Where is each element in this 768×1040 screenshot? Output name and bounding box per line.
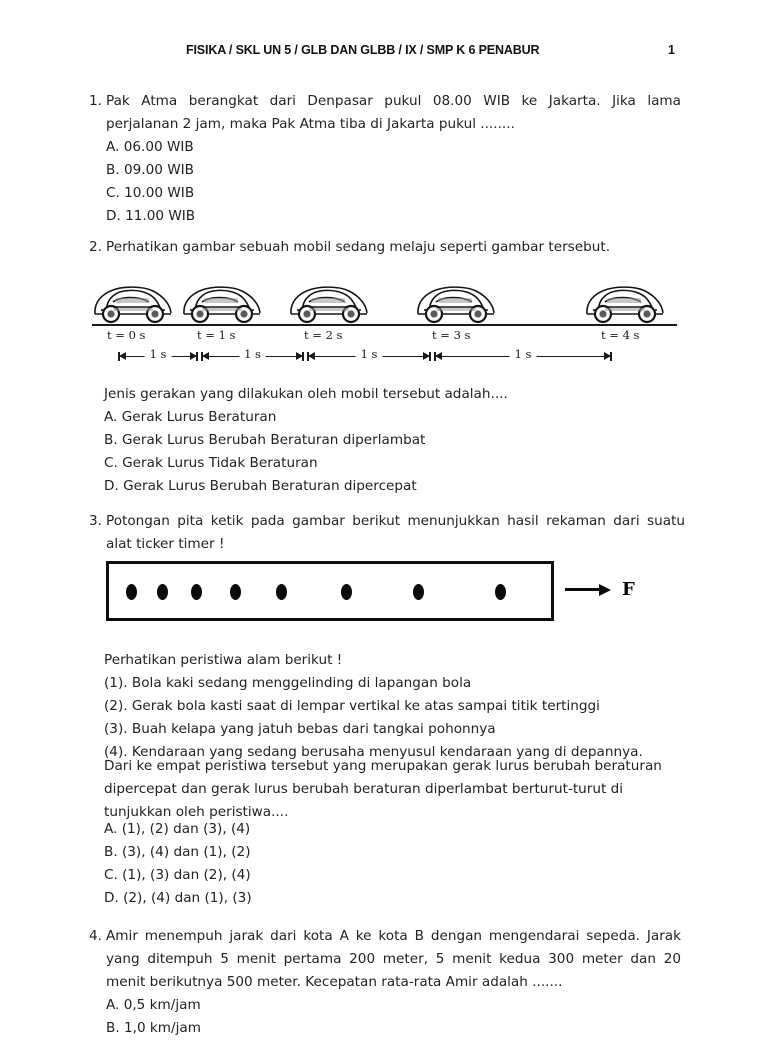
question-3-stem-line-2: alat ticker timer !: [106, 536, 225, 552]
question-1-option-a[interactable]: A. 06.00 WIB: [106, 139, 194, 155]
force-arrow-icon: [565, 583, 617, 597]
question-2-option-d[interactable]: D. Gerak Lurus Berubah Beraturan dipercepat: [104, 478, 417, 494]
question-4-stem-line-2: yang ditempuh 5 menit pertama 200 meter, 5 menit kedua 300 meter dan 20: [106, 951, 681, 967]
interval-arrow-left-icon: [202, 352, 209, 360]
time-label-t3: t = 3 s: [432, 328, 471, 342]
car-motion-figure: [91, 262, 678, 368]
question-3-stem: [89, 510, 685, 556]
question-1-stem-line-2: perjalanan 2 jam, maka Pak Atma tiba di Jakarta pukul ........: [106, 116, 515, 132]
question-3-intro: Perhatikan peristiwa alam berikut !: [104, 652, 343, 668]
question-1-stem-text-1: Pak Atma berangkat dari Denpasar pukul 08.00 WIB ke Jakarta. Jika lama: [106, 93, 681, 109]
question-2-number: 2.: [89, 239, 102, 255]
question-1-options: [89, 136, 681, 228]
car-icon-t3: [414, 280, 498, 326]
question-3-event-3: (3). Buah kelapa yang jatuh bebas dari tangkai pohonnya: [104, 721, 496, 737]
car-icon-t4: [583, 280, 667, 326]
question-3-option-d[interactable]: D. (2), (4) dan (1), (3): [104, 890, 252, 906]
question-3-event-2: (2). Gerak bola kasti saat di lempar vertikal ke atas sampai titik tertinggi: [104, 698, 600, 714]
interval-arrow-left-icon: [435, 352, 442, 360]
ticker-dot: [157, 584, 168, 600]
page-header: [0, 43, 768, 65]
question-3-option-b[interactable]: B. (3), (4) dan (1), (2): [104, 844, 251, 860]
interval-marker-4: [434, 347, 612, 364]
ticker-dot: [495, 584, 506, 600]
question-4-options: [89, 994, 681, 1040]
question-3-para-line-3: tunjukkan oleh peristiwa....: [104, 804, 289, 820]
time-label-t0: t = 0 s: [107, 328, 146, 342]
ticker-tape-box: [106, 561, 554, 621]
header-title: FISIKA / SKL UN 5 / GLB DAN GLBB / IX / SMP K 6 PENABUR: [186, 43, 540, 57]
car-icon-t2: [287, 280, 371, 326]
question-3-stem-text-1: Potongan pita ketik pada gambar berikut menunjukkan hasil rekaman dari suatu: [106, 513, 685, 529]
question-2-options: [104, 406, 684, 498]
question-1-option-b[interactable]: B. 09.00 WIB: [106, 162, 194, 178]
ticker-dot: [276, 584, 287, 600]
interval-label-3: 1 s: [356, 347, 383, 361]
ticker-tape-figure: [106, 561, 635, 623]
question-3-event-1: (1). Bola kaki sedang menggelinding di lapangan bola: [104, 675, 472, 691]
question-4-stem-line-1: [89, 925, 681, 948]
question-3-stem-line-1: [89, 510, 685, 533]
time-label-t2: t = 2 s: [304, 328, 343, 342]
interval-arrow-left-icon: [308, 352, 315, 360]
question-3-number: 3.: [89, 513, 102, 529]
question-3-option-a[interactable]: A. (1), (2) dan (3), (4): [104, 821, 251, 837]
page-number: 1: [668, 43, 675, 57]
question-2-option-b[interactable]: B. Gerak Lurus Berubah Beraturan diperlambat: [104, 432, 426, 448]
question-4-stem-text-1: Amir menempuh jarak dari kota A ke kota B dengan mengendarai sepeda. Jarak: [106, 928, 681, 944]
question-2-stem-line: [89, 236, 689, 259]
interval-label-2: 1 s: [239, 347, 266, 361]
question-1-option-d[interactable]: D. 11.00 WIB: [106, 208, 196, 224]
time-label-t4: t = 4 s: [601, 328, 640, 342]
question-3-event-4: (4). Kendaraan yang sedang berusaha menyusul kendaraan yang di depannya.: [104, 744, 643, 760]
force-arrow-head: [599, 584, 611, 596]
question-2-option-c[interactable]: C. Gerak Lurus Tidak Beraturan: [104, 455, 318, 471]
interval-label-4: 1 s: [510, 347, 537, 361]
question-1: [89, 90, 681, 228]
interval-arrow-right-icon: [190, 352, 197, 360]
question-2-stem: [89, 236, 689, 259]
question-1-number: 1.: [89, 93, 102, 109]
question-4-number: 4.: [89, 928, 102, 944]
interval-arrow-left-icon: [119, 352, 126, 360]
question-4: [89, 925, 681, 1040]
question-3-option-c[interactable]: C. (1), (3) dan (2), (4): [104, 867, 251, 883]
question-4-stem-line-3: menit berikutnya 500 meter. Kecepatan rata-rata Amir adalah .......: [106, 974, 563, 990]
interval-arrow-right-icon: [296, 352, 303, 360]
question-3-event-list: [104, 649, 694, 764]
question-4-option-b[interactable]: B. 1,0 km/jam: [106, 1020, 201, 1036]
question-2-stem-text: Perhatikan gambar sebuah mobil sedang melaju seperti gambar tersebut.: [106, 239, 611, 255]
question-3-options: [104, 818, 524, 910]
car-icon-t1: [180, 280, 264, 326]
question-3-para-line-2: dipercepat dan gerak lurus berubah beraturan diperlambat berturut-turut di: [104, 781, 624, 797]
question-3-paragraph: [104, 755, 684, 824]
question-2-after-figure-text: Jenis gerakan yang dilakukan oleh mobil tersebut adalah....: [104, 386, 508, 402]
interval-label-1: 1 s: [145, 347, 172, 361]
interval-arrow-right-icon: [604, 352, 611, 360]
force-arrow-shaft: [565, 588, 602, 591]
ticker-dot: [230, 584, 241, 600]
question-2-option-a[interactable]: A. Gerak Lurus Beraturan: [104, 409, 277, 425]
car-icon-t0: [91, 280, 175, 326]
interval-marker-3: [307, 347, 431, 364]
interval-marker-1: [118, 347, 198, 364]
ticker-dot: [341, 584, 352, 600]
question-4-option-a[interactable]: A. 0,5 km/jam: [106, 997, 201, 1013]
interval-marker-2: [201, 347, 304, 364]
question-3-para-line-1: Dari ke empat peristiwa tersebut yang merupakan gerak lurus berubah beraturan: [104, 758, 662, 774]
force-label: F: [622, 579, 635, 600]
ticker-dot: [126, 584, 137, 600]
ticker-dot: [191, 584, 202, 600]
question-1-option-c[interactable]: C. 10.00 WIB: [106, 185, 195, 201]
time-label-t1: t = 1 s: [197, 328, 236, 342]
interval-arrow-right-icon: [423, 352, 430, 360]
question-2-body: [104, 383, 684, 498]
ticker-dot: [413, 584, 424, 600]
question-1-stem-line-1: [89, 90, 681, 113]
